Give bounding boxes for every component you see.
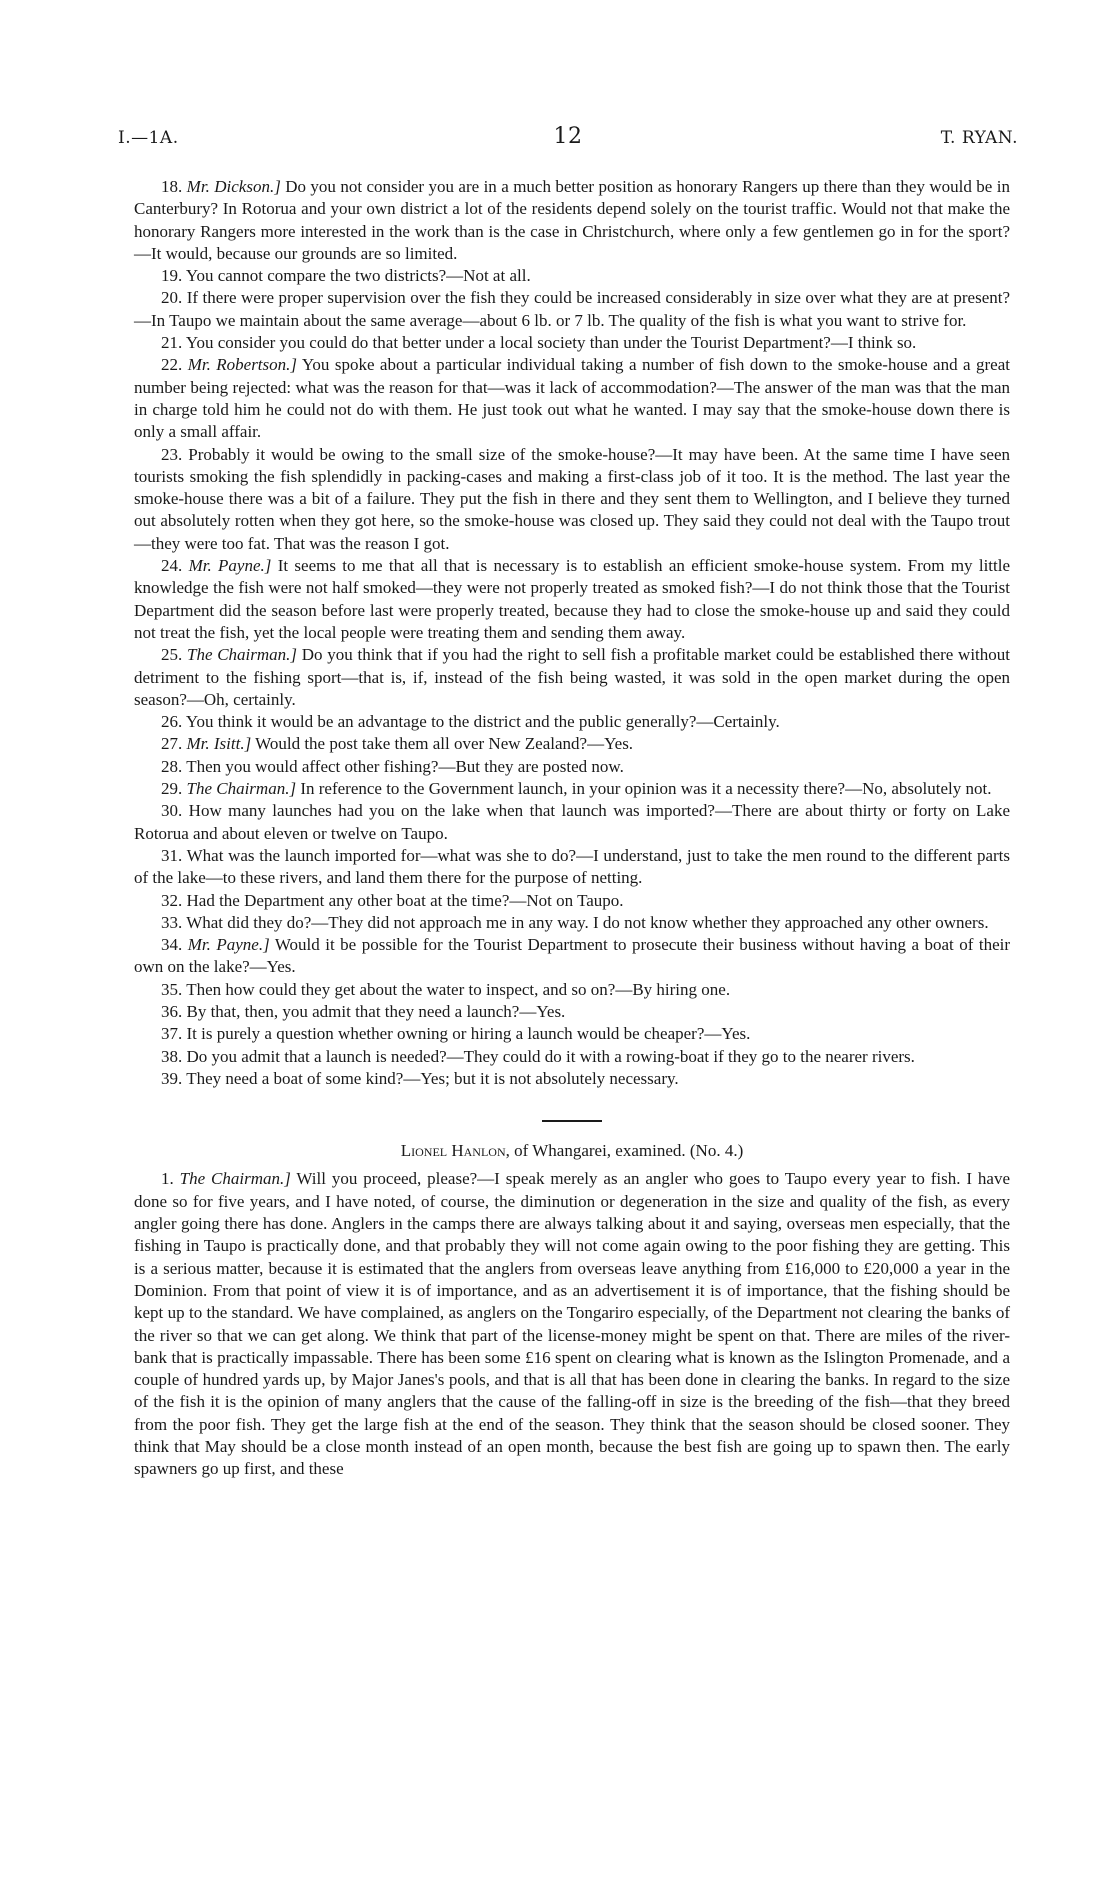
question-number: 18. [161, 177, 183, 196]
speaker-name: Mr. Dickson.] [186, 177, 281, 196]
question-text: How many launches had you on the lake when that launch was imported?—There are about thirty or forty on Lake Rotorua and about eleven or twelve on Taupo. [134, 801, 1011, 843]
question-text: Would it be possible for the Tourist Department to prosecute their business without having a boat of their own on the lake?—Yes. [134, 935, 1011, 977]
header-reference: I.—1A. [118, 128, 179, 148]
question-number: 32. [161, 890, 183, 910]
question-text: Do you think that if you had the right to sell fish a profitable market could be established there without detriment to the fishing sport—that is, if, instead of the fish being wasted, it was sold in the open market during the open season?—Oh, certainly. [134, 645, 1010, 709]
question-paragraph [134, 265, 1010, 287]
question-number: 26. [161, 712, 183, 732]
question-number: 20. [161, 288, 183, 308]
speaker-name: Mr. Payne.] [188, 556, 272, 576]
question-text: You spoke about a particular individual taking a number of fish down to the smoke-house and a great number being rejected: what was the reason for that—was it lack of accommodation?—The answer of the man was that the man in charge told him he could not do with them. He just took out what he wanted. I may say that the smoke-house down there is only a small affair. [134, 355, 1010, 442]
section-divider [542, 1120, 602, 1122]
question-paragraph [134, 1068, 1010, 1090]
question-text: You cannot compare the two districts?—Not at all. [185, 266, 531, 286]
speaker-name: The Chairman.] [179, 1169, 291, 1189]
question-number: 29. [161, 779, 183, 799]
question-paragraph [134, 979, 1010, 1001]
witness-name: Lionel Hanlon [400, 1141, 506, 1161]
question-text: Will you proceed, please?—I speak merely as an angler who goes to Taupo every year to fish. I have done so for five years, and I have noted, of course, the diminution or degeneration in the size and quality of the fish, as every angler going there has done. Anglers in the camps there are always talking about it and saying, overseas men especially, that the fishing in Taupo is practically done, and that probably they will not come again owing to the poor fishing they are getting. This is a serious matter, because it is estimated that the anglers from overseas leave anything from £16,000 to £20,000 a year in the Dominion. From that point of view it is of importance, and as an advertisement it is of importance, that the fishing should be kept up to the standard. We have complained, as anglers on the Tongariro especially, of the Department not clearing the banks of the river so that we can get along. We think that part of the license-money might be spent on that. There are miles of the river-bank that is practically impassable. There has been some £16 spent on clearing what is known as the Islington Promenade, and a couple of hundred yards up, by Major Janes's pools, and that is all that has been done in clearing the banks. In regard to the size of the fish it is the opinion of many anglers that the cause of the falling-off in size is the breeding of the fish—that they breed from the poor fish. They get the large fish at the end of the season. They think that the season should be closed sooner. They think that May should be a close month instead of an open month, because the best fish are going up to spawn then. The early spawners go up first, and these [134, 1169, 1011, 1479]
question-paragraph [134, 800, 1010, 845]
question-number: 33. [161, 912, 183, 932]
question-text: Probably it would be owing to the small size of the smoke-house?—It may have been. At the same time I have seen tourists smoking the fish splendidly in packing-cases and making a first-class job of it too. It is the method. The last year the smoke-house there was a bit of a failure. They put the fish in there and they sent them to Wellington, and I believe they turned out absolutely rotten when they got here, so the smoke-house was closed up. They said they could not deal with the Taupo trout—they were too fat. That was the reason I got. [134, 444, 1011, 553]
question-number: 38. [161, 1046, 183, 1066]
question-text: Had the Department any other boat at the time?—Not on Taupo. [186, 890, 624, 910]
question-text: By that, then, you admit that they need a launch?—Yes. [186, 1001, 566, 1021]
question-paragraph [134, 176, 1010, 265]
question-number: 1. [161, 1169, 174, 1189]
question-text: You consider you could do that better under a local society than under the Tourist Department?—I think so. [185, 333, 917, 353]
question-paragraph [134, 1168, 1010, 1480]
question-text: What did they do?—They did not approach me in any way. I do not know whether they approached any other owners. [186, 912, 989, 932]
page-number: 12 [553, 124, 583, 149]
question-text: They need a boat of some kind?—Yes; but it is not absolutely necessary. [186, 1068, 679, 1088]
question-text: In reference to the Government launch, in your opinion was it a necessity there?—No, absolutely not. [296, 779, 992, 799]
question-text: Do you not consider you are in a much better position as honorary Rangers up there than they would be in Canterbury? In Rotorua and your own district a lot of the residents depend solely on the tourist traffic. Would not that make the honorary Rangers more interested in the work than is the case in Christchurch, where only a few gentlemen go in for the sport?—It would, because our grounds are so limited. [134, 177, 1010, 263]
question-paragraph [134, 555, 1010, 644]
question-paragraph [134, 934, 1010, 979]
question-paragraph [134, 644, 1010, 711]
speaker-name: The Chairman.] [186, 779, 297, 799]
question-text: You think it would be an advantage to the district and the public generally?—Certainly. [185, 712, 780, 732]
speaker-name: The Chairman.] [186, 645, 298, 665]
speaker-name: Mr. Payne.] [187, 935, 270, 955]
question-paragraph [134, 733, 1010, 755]
question-text: If there were proper supervision over the fish they could be increased considerably in size over what they are at present?—In Taupo we maintain about the same average—about 6 lb. or 7 lb. The quality of the fish is what you want to strive for. [134, 288, 1011, 330]
question-number: 23. [161, 444, 183, 464]
question-paragraph [134, 756, 1010, 778]
question-number: 39. [161, 1068, 183, 1088]
question-number: 37. [161, 1024, 183, 1044]
question-number: 25. [161, 645, 183, 665]
question-text: It seems to me that all that is necessary is to establish an efficient smoke-house system. From my little knowledge the fish were not half smoked—they were not properly treated as smoked fish?—I do not think those that the Tourist Department did the season before last were properly treated, because they had to close the smoke-house up and said they could not treat the fish, yet the local people were treating them and sending them away. [134, 556, 1011, 642]
question-number: 22. [161, 355, 183, 375]
question-number: 34. [161, 935, 183, 955]
question-number: 28. [161, 756, 183, 776]
testimony-block-hanlon [134, 1168, 1010, 1480]
page-header [118, 124, 1018, 158]
question-text: Do you admit that a launch is needed?—They could do it with a rowing-boat if they go to the nearer rivers. [186, 1046, 915, 1066]
question-number: 27. [161, 734, 183, 754]
question-text: Would the post take them all over New Zealand?—Yes. [251, 734, 634, 754]
question-number: 21. [161, 333, 183, 353]
header-witness: T. RYAN. [940, 128, 1018, 148]
question-paragraph [134, 1001, 1010, 1023]
witness-heading [134, 1140, 1010, 1162]
document-body [134, 176, 1010, 1481]
testimony-block-ryan [134, 176, 1010, 1090]
question-number: 35. [161, 979, 183, 999]
speaker-name: Mr. Isitt.] [186, 734, 252, 754]
question-paragraph [134, 912, 1010, 934]
question-paragraph [134, 332, 1010, 354]
speaker-name: Mr. Robertson.] [187, 355, 298, 375]
question-paragraph [134, 1046, 1010, 1068]
witness-heading-rest: , of Whangarei, examined. (No. 4.) [505, 1141, 744, 1161]
question-text: What was the launch imported for—what was she to do?—I understand, just to take the men round to the different parts of the lake—to these rivers, and land them there for the purpose of netting. [134, 845, 1010, 888]
question-number: 30. [161, 801, 183, 821]
question-paragraph [134, 1023, 1010, 1045]
question-paragraph [134, 845, 1010, 890]
question-paragraph [134, 778, 1010, 800]
question-number: 31. [161, 845, 183, 865]
question-text: It is purely a question whether owning or hiring a launch would be cheaper?—Yes. [186, 1024, 751, 1044]
question-paragraph [134, 287, 1010, 332]
question-paragraph [134, 711, 1010, 733]
question-text: Then how could they get about the water to inspect, and so on?—By hiring one. [186, 979, 731, 999]
question-paragraph [134, 890, 1010, 912]
question-paragraph [134, 354, 1010, 443]
question-text: Then you would affect other fishing?—But they are posted now. [186, 756, 624, 776]
question-number: 24. [161, 556, 183, 576]
question-number: 36. [161, 1001, 183, 1021]
question-paragraph [134, 444, 1010, 555]
question-number: 19. [161, 266, 183, 286]
